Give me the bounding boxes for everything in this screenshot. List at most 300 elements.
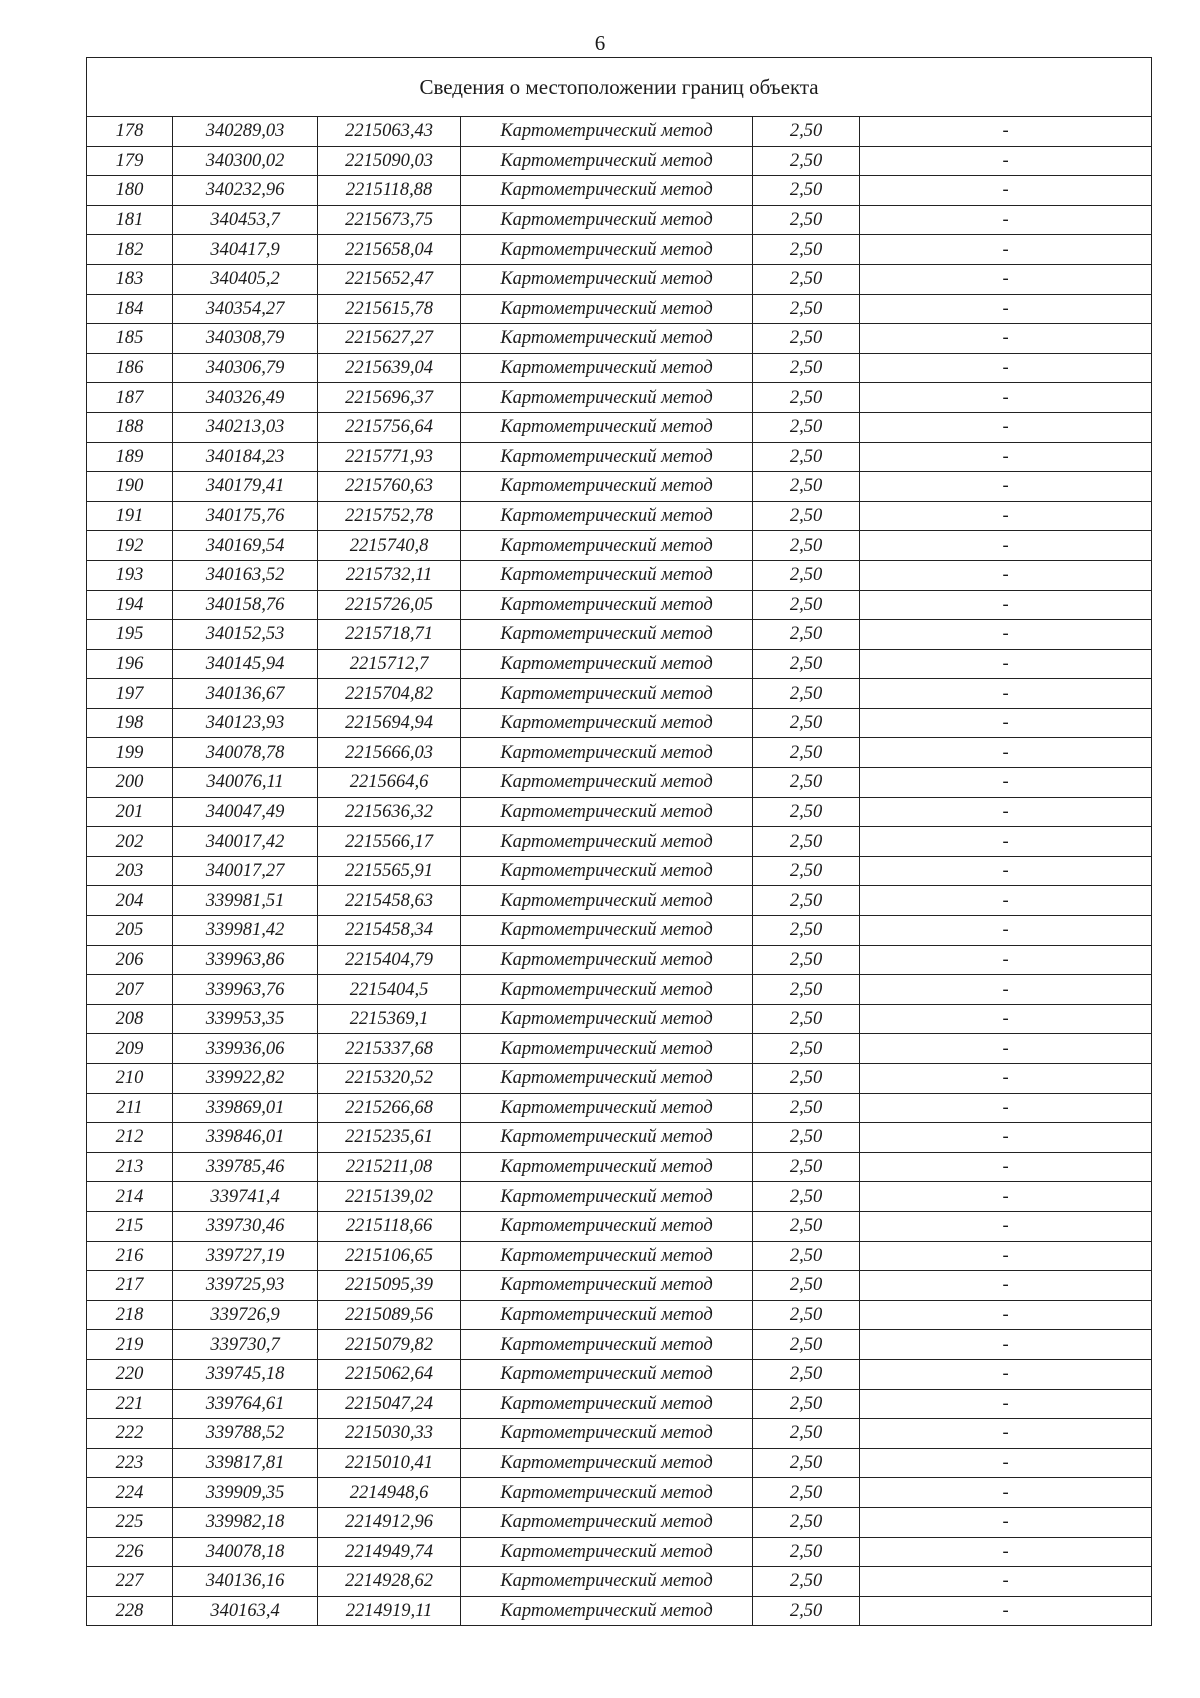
method-cell: Картометрический метод xyxy=(461,916,753,946)
accuracy-cell: 2,50 xyxy=(753,1093,860,1123)
point-number-cell: 205 xyxy=(87,916,173,946)
point-number-cell: 182 xyxy=(87,235,173,265)
y-coordinate-cell: 2215673,75 xyxy=(318,205,461,235)
y-coordinate-cell: 2215095,39 xyxy=(318,1271,461,1301)
note-cell: - xyxy=(860,1330,1152,1360)
y-coordinate-cell: 2215118,66 xyxy=(318,1211,461,1241)
y-coordinate-cell: 2215756,64 xyxy=(318,412,461,442)
point-number-cell: 180 xyxy=(87,176,173,206)
point-number-cell: 206 xyxy=(87,945,173,975)
y-coordinate-cell: 2215694,94 xyxy=(318,708,461,738)
page-number: 6 xyxy=(594,31,606,55)
point-number-cell: 225 xyxy=(87,1507,173,1537)
accuracy-cell: 2,50 xyxy=(753,1478,860,1508)
x-coordinate-cell: 339981,42 xyxy=(173,916,318,946)
x-coordinate-cell: 340289,03 xyxy=(173,117,318,147)
note-cell: - xyxy=(860,531,1152,561)
table-row xyxy=(87,1211,1152,1241)
x-coordinate-cell: 339981,51 xyxy=(173,886,318,916)
note-cell: - xyxy=(860,1537,1152,1567)
point-number-cell: 196 xyxy=(87,649,173,679)
table-row xyxy=(87,1123,1152,1153)
note-cell: - xyxy=(860,1419,1152,1449)
note-cell: - xyxy=(860,442,1152,472)
table-row xyxy=(87,679,1152,709)
note-cell: - xyxy=(860,708,1152,738)
accuracy-cell: 2,50 xyxy=(753,738,860,768)
table-row xyxy=(87,1359,1152,1389)
method-cell: Картометрический метод xyxy=(461,738,753,768)
note-cell: - xyxy=(860,1064,1152,1094)
table-row xyxy=(87,531,1152,561)
y-coordinate-cell: 2214948,6 xyxy=(318,1478,461,1508)
method-cell: Картометрический метод xyxy=(461,1389,753,1419)
x-coordinate-cell: 340136,16 xyxy=(173,1567,318,1597)
point-number-cell: 186 xyxy=(87,353,173,383)
y-coordinate-cell: 2215079,82 xyxy=(318,1330,461,1360)
y-coordinate-cell: 2215666,03 xyxy=(318,738,461,768)
x-coordinate-cell: 340306,79 xyxy=(173,353,318,383)
point-number-cell: 194 xyxy=(87,590,173,620)
note-cell: - xyxy=(860,1448,1152,1478)
x-coordinate-cell: 339764,61 xyxy=(173,1389,318,1419)
x-coordinate-cell: 339909,35 xyxy=(173,1478,318,1508)
method-cell: Картометрический метод xyxy=(461,797,753,827)
method-cell: Картометрический метод xyxy=(461,1359,753,1389)
accuracy-cell: 2,50 xyxy=(753,472,860,502)
note-cell: - xyxy=(860,1241,1152,1271)
y-coordinate-cell: 2214928,62 xyxy=(318,1567,461,1597)
point-number-cell: 192 xyxy=(87,531,173,561)
point-number-cell: 178 xyxy=(87,117,173,147)
method-cell: Картометрический метод xyxy=(461,442,753,472)
note-cell: - xyxy=(860,1389,1152,1419)
x-coordinate-cell: 340179,41 xyxy=(173,472,318,502)
note-cell: - xyxy=(860,590,1152,620)
y-coordinate-cell: 2215696,37 xyxy=(318,383,461,413)
x-coordinate-cell: 339727,19 xyxy=(173,1241,318,1271)
method-cell: Картометрический метод xyxy=(461,1596,753,1626)
note-cell: - xyxy=(860,560,1152,590)
x-coordinate-cell: 340308,79 xyxy=(173,324,318,354)
method-cell: Картометрический метод xyxy=(461,383,753,413)
accuracy-cell: 2,50 xyxy=(753,679,860,709)
point-number-cell: 216 xyxy=(87,1241,173,1271)
method-cell: Картометрический метод xyxy=(461,1478,753,1508)
x-coordinate-cell: 339730,46 xyxy=(173,1211,318,1241)
x-coordinate-cell: 340326,49 xyxy=(173,383,318,413)
point-number-cell: 181 xyxy=(87,205,173,235)
note-cell: - xyxy=(860,176,1152,206)
y-coordinate-cell: 2215658,04 xyxy=(318,235,461,265)
accuracy-cell: 2,50 xyxy=(753,205,860,235)
y-coordinate-cell: 2215118,88 xyxy=(318,176,461,206)
y-coordinate-cell: 2215211,08 xyxy=(318,1152,461,1182)
x-coordinate-cell: 340175,76 xyxy=(173,501,318,531)
accuracy-cell: 2,50 xyxy=(753,649,860,679)
accuracy-cell: 2,50 xyxy=(753,827,860,857)
y-coordinate-cell: 2215010,41 xyxy=(318,1448,461,1478)
x-coordinate-cell: 340453,7 xyxy=(173,205,318,235)
y-coordinate-cell: 2215458,34 xyxy=(318,916,461,946)
note-cell: - xyxy=(860,353,1152,383)
y-coordinate-cell: 2215266,68 xyxy=(318,1093,461,1123)
method-cell: Картометрический метод xyxy=(461,856,753,886)
x-coordinate-cell: 339817,81 xyxy=(173,1448,318,1478)
table-row xyxy=(87,768,1152,798)
accuracy-cell: 2,50 xyxy=(753,975,860,1005)
y-coordinate-cell: 2215726,05 xyxy=(318,590,461,620)
y-coordinate-cell: 2215320,52 xyxy=(318,1064,461,1094)
method-cell: Картометрический метод xyxy=(461,886,753,916)
point-number-cell: 219 xyxy=(87,1330,173,1360)
accuracy-cell: 2,50 xyxy=(753,945,860,975)
note-cell: - xyxy=(860,1507,1152,1537)
accuracy-cell: 2,50 xyxy=(753,1182,860,1212)
y-coordinate-cell: 2215639,04 xyxy=(318,353,461,383)
x-coordinate-cell: 339922,82 xyxy=(173,1064,318,1094)
method-cell: Картометрический метод xyxy=(461,1567,753,1597)
method-cell: Картометрический метод xyxy=(461,1419,753,1449)
table-row xyxy=(87,1507,1152,1537)
note-cell: - xyxy=(860,294,1152,324)
method-cell: Картометрический метод xyxy=(461,324,753,354)
x-coordinate-cell: 340300,02 xyxy=(173,146,318,176)
table-row xyxy=(87,1419,1152,1449)
table-row xyxy=(87,620,1152,650)
note-cell: - xyxy=(860,649,1152,679)
x-coordinate-cell: 340169,54 xyxy=(173,531,318,561)
x-coordinate-cell: 340184,23 xyxy=(173,442,318,472)
point-number-cell: 187 xyxy=(87,383,173,413)
table-row xyxy=(87,1537,1152,1567)
note-cell: - xyxy=(860,886,1152,916)
method-cell: Картометрический метод xyxy=(461,235,753,265)
x-coordinate-cell: 340078,78 xyxy=(173,738,318,768)
table-row xyxy=(87,324,1152,354)
point-number-cell: 195 xyxy=(87,620,173,650)
note-cell: - xyxy=(860,1123,1152,1153)
table-row xyxy=(87,1271,1152,1301)
table-row xyxy=(87,146,1152,176)
accuracy-cell: 2,50 xyxy=(753,1271,860,1301)
x-coordinate-cell: 339741,4 xyxy=(173,1182,318,1212)
table-row xyxy=(87,1182,1152,1212)
table-row xyxy=(87,1596,1152,1626)
x-coordinate-cell: 340136,67 xyxy=(173,679,318,709)
x-coordinate-cell: 339846,01 xyxy=(173,1123,318,1153)
note-cell: - xyxy=(860,205,1152,235)
table-row xyxy=(87,708,1152,738)
y-coordinate-cell: 2215636,32 xyxy=(318,797,461,827)
point-number-cell: 223 xyxy=(87,1448,173,1478)
note-cell: - xyxy=(860,856,1152,886)
x-coordinate-cell: 339953,35 xyxy=(173,1004,318,1034)
table-row xyxy=(87,590,1152,620)
x-coordinate-cell: 339963,86 xyxy=(173,945,318,975)
table-row xyxy=(87,205,1152,235)
method-cell: Картометрический метод xyxy=(461,1034,753,1064)
point-number-cell: 215 xyxy=(87,1211,173,1241)
table-row xyxy=(87,856,1152,886)
table-row xyxy=(87,1004,1152,1034)
accuracy-cell: 2,50 xyxy=(753,768,860,798)
y-coordinate-cell: 2215565,91 xyxy=(318,856,461,886)
table-row xyxy=(87,442,1152,472)
method-cell: Картометрический метод xyxy=(461,531,753,561)
table-row xyxy=(87,176,1152,206)
point-number-cell: 189 xyxy=(87,442,173,472)
point-number-cell: 220 xyxy=(87,1359,173,1389)
y-coordinate-cell: 2215030,33 xyxy=(318,1419,461,1449)
method-cell: Картометрический метод xyxy=(461,1004,753,1034)
method-cell: Картометрический метод xyxy=(461,1300,753,1330)
x-coordinate-cell: 340076,11 xyxy=(173,768,318,798)
point-number-cell: 198 xyxy=(87,708,173,738)
method-cell: Картометрический метод xyxy=(461,472,753,502)
method-cell: Картометрический метод xyxy=(461,353,753,383)
note-cell: - xyxy=(860,1359,1152,1389)
table-row xyxy=(87,412,1152,442)
table-row xyxy=(87,501,1152,531)
method-cell: Картометрический метод xyxy=(461,412,753,442)
note-cell: - xyxy=(860,501,1152,531)
note-cell: - xyxy=(860,472,1152,502)
point-number-cell: 201 xyxy=(87,797,173,827)
table-row xyxy=(87,353,1152,383)
method-cell: Картометрический метод xyxy=(461,590,753,620)
accuracy-cell: 2,50 xyxy=(753,797,860,827)
table-row xyxy=(87,945,1152,975)
point-number-cell: 227 xyxy=(87,1567,173,1597)
table-row xyxy=(87,797,1152,827)
accuracy-cell: 2,50 xyxy=(753,1567,860,1597)
method-cell: Картометрический метод xyxy=(461,294,753,324)
note-cell: - xyxy=(860,1182,1152,1212)
x-coordinate-cell: 339745,18 xyxy=(173,1359,318,1389)
table-row xyxy=(87,1448,1152,1478)
accuracy-cell: 2,50 xyxy=(753,501,860,531)
table-row xyxy=(87,560,1152,590)
point-number-cell: 207 xyxy=(87,975,173,1005)
method-cell: Картометрический метод xyxy=(461,827,753,857)
x-coordinate-cell: 340017,27 xyxy=(173,856,318,886)
table-row xyxy=(87,1241,1152,1271)
accuracy-cell: 2,50 xyxy=(753,1004,860,1034)
accuracy-cell: 2,50 xyxy=(753,264,860,294)
method-cell: Картометрический метод xyxy=(461,264,753,294)
boundary-coordinates-table xyxy=(86,57,1152,1626)
point-number-cell: 184 xyxy=(87,294,173,324)
accuracy-cell: 2,50 xyxy=(753,235,860,265)
y-coordinate-cell: 2215752,78 xyxy=(318,501,461,531)
method-cell: Картометрический метод xyxy=(461,945,753,975)
accuracy-cell: 2,50 xyxy=(753,531,860,561)
note-cell: - xyxy=(860,738,1152,768)
note-cell: - xyxy=(860,1004,1152,1034)
x-coordinate-cell: 340163,52 xyxy=(173,560,318,590)
y-coordinate-cell: 2215063,43 xyxy=(318,117,461,147)
note-cell: - xyxy=(860,768,1152,798)
note-cell: - xyxy=(860,827,1152,857)
y-coordinate-cell: 2215566,17 xyxy=(318,827,461,857)
y-coordinate-cell: 2215106,65 xyxy=(318,1241,461,1271)
accuracy-cell: 2,50 xyxy=(753,620,860,650)
note-cell: - xyxy=(860,117,1152,147)
x-coordinate-cell: 340417,9 xyxy=(173,235,318,265)
accuracy-cell: 2,50 xyxy=(753,324,860,354)
note-cell: - xyxy=(860,975,1152,1005)
y-coordinate-cell: 2215740,8 xyxy=(318,531,461,561)
x-coordinate-cell: 339963,76 xyxy=(173,975,318,1005)
x-coordinate-cell: 339936,06 xyxy=(173,1034,318,1064)
point-number-cell: 200 xyxy=(87,768,173,798)
x-coordinate-cell: 339725,93 xyxy=(173,1271,318,1301)
y-coordinate-cell: 2215718,71 xyxy=(318,620,461,650)
y-coordinate-cell: 2215732,11 xyxy=(318,560,461,590)
method-cell: Картометрический метод xyxy=(461,1241,753,1271)
table-row xyxy=(87,886,1152,916)
accuracy-cell: 2,50 xyxy=(753,383,860,413)
y-coordinate-cell: 2215047,24 xyxy=(318,1389,461,1419)
method-cell: Картометрический метод xyxy=(461,620,753,650)
note-cell: - xyxy=(860,1034,1152,1064)
point-number-cell: 218 xyxy=(87,1300,173,1330)
table-row xyxy=(87,1567,1152,1597)
method-cell: Картометрический метод xyxy=(461,1123,753,1153)
accuracy-cell: 2,50 xyxy=(753,442,860,472)
accuracy-cell: 2,50 xyxy=(753,1419,860,1449)
y-coordinate-cell: 2215771,93 xyxy=(318,442,461,472)
accuracy-cell: 2,50 xyxy=(753,1507,860,1537)
x-coordinate-cell: 339730,7 xyxy=(173,1330,318,1360)
note-cell: - xyxy=(860,1152,1152,1182)
point-number-cell: 197 xyxy=(87,679,173,709)
accuracy-cell: 2,50 xyxy=(753,146,860,176)
note-cell: - xyxy=(860,945,1152,975)
y-coordinate-cell: 2215712,7 xyxy=(318,649,461,679)
y-coordinate-cell: 2215404,5 xyxy=(318,975,461,1005)
accuracy-cell: 2,50 xyxy=(753,1596,860,1626)
accuracy-cell: 2,50 xyxy=(753,1300,860,1330)
method-cell: Картометрический метод xyxy=(461,1182,753,1212)
point-number-cell: 190 xyxy=(87,472,173,502)
table-row xyxy=(87,1300,1152,1330)
table-row xyxy=(87,1093,1152,1123)
y-coordinate-cell: 2214949,74 xyxy=(318,1537,461,1567)
accuracy-cell: 2,50 xyxy=(753,708,860,738)
table-row xyxy=(87,1389,1152,1419)
y-coordinate-cell: 2215664,6 xyxy=(318,768,461,798)
point-number-cell: 221 xyxy=(87,1389,173,1419)
y-coordinate-cell: 2215627,27 xyxy=(318,324,461,354)
table-body xyxy=(87,58,1152,1626)
note-cell: - xyxy=(860,1300,1152,1330)
y-coordinate-cell: 2215337,68 xyxy=(318,1034,461,1064)
method-cell: Картометрический метод xyxy=(461,708,753,738)
x-coordinate-cell: 340123,93 xyxy=(173,708,318,738)
x-coordinate-cell: 340047,49 xyxy=(173,797,318,827)
y-coordinate-cell: 2215139,02 xyxy=(318,1182,461,1212)
accuracy-cell: 2,50 xyxy=(753,1448,860,1478)
accuracy-cell: 2,50 xyxy=(753,1064,860,1094)
table-row xyxy=(87,264,1152,294)
note-cell: - xyxy=(860,412,1152,442)
y-coordinate-cell: 2214919,11 xyxy=(318,1596,461,1626)
x-coordinate-cell: 339788,52 xyxy=(173,1419,318,1449)
point-number-cell: 188 xyxy=(87,412,173,442)
note-cell: - xyxy=(860,383,1152,413)
y-coordinate-cell: 2214912,96 xyxy=(318,1507,461,1537)
note-cell: - xyxy=(860,797,1152,827)
x-coordinate-cell: 340017,42 xyxy=(173,827,318,857)
note-cell: - xyxy=(860,1211,1152,1241)
note-cell: - xyxy=(860,916,1152,946)
accuracy-cell: 2,50 xyxy=(753,353,860,383)
x-coordinate-cell: 339982,18 xyxy=(173,1507,318,1537)
x-coordinate-cell: 340232,96 xyxy=(173,176,318,206)
accuracy-cell: 2,50 xyxy=(753,1359,860,1389)
point-number-cell: 210 xyxy=(87,1064,173,1094)
method-cell: Картометрический метод xyxy=(461,560,753,590)
note-cell: - xyxy=(860,679,1152,709)
table-row xyxy=(87,1330,1152,1360)
x-coordinate-cell: 339785,46 xyxy=(173,1152,318,1182)
x-coordinate-cell: 340354,27 xyxy=(173,294,318,324)
note-cell: - xyxy=(860,1567,1152,1597)
method-cell: Картометрический метод xyxy=(461,1152,753,1182)
table-row xyxy=(87,916,1152,946)
accuracy-cell: 2,50 xyxy=(753,412,860,442)
point-number-cell: 228 xyxy=(87,1596,173,1626)
method-cell: Картометрический метод xyxy=(461,679,753,709)
point-number-cell: 208 xyxy=(87,1004,173,1034)
accuracy-cell: 2,50 xyxy=(753,1034,860,1064)
method-cell: Картометрический метод xyxy=(461,1537,753,1567)
point-number-cell: 224 xyxy=(87,1478,173,1508)
y-coordinate-cell: 2215404,79 xyxy=(318,945,461,975)
accuracy-cell: 2,50 xyxy=(753,1123,860,1153)
y-coordinate-cell: 2215235,61 xyxy=(318,1123,461,1153)
method-cell: Картометрический метод xyxy=(461,1448,753,1478)
point-number-cell: 209 xyxy=(87,1034,173,1064)
y-coordinate-cell: 2215704,82 xyxy=(318,679,461,709)
y-coordinate-cell: 2215652,47 xyxy=(318,264,461,294)
table-row xyxy=(87,1478,1152,1508)
point-number-cell: 226 xyxy=(87,1537,173,1567)
method-cell: Картометрический метод xyxy=(461,768,753,798)
x-coordinate-cell: 340213,03 xyxy=(173,412,318,442)
y-coordinate-cell: 2215458,63 xyxy=(318,886,461,916)
table-title-row xyxy=(87,58,1152,117)
x-coordinate-cell: 340158,76 xyxy=(173,590,318,620)
table-row xyxy=(87,235,1152,265)
table-row xyxy=(87,649,1152,679)
point-number-cell: 191 xyxy=(87,501,173,531)
point-number-cell: 179 xyxy=(87,146,173,176)
x-coordinate-cell: 340405,2 xyxy=(173,264,318,294)
table-row xyxy=(87,827,1152,857)
note-cell: - xyxy=(860,146,1152,176)
y-coordinate-cell: 2215615,78 xyxy=(318,294,461,324)
note-cell: - xyxy=(860,1093,1152,1123)
method-cell: Картометрический метод xyxy=(461,205,753,235)
point-number-cell: 217 xyxy=(87,1271,173,1301)
point-number-cell: 202 xyxy=(87,827,173,857)
method-cell: Картометрический метод xyxy=(461,975,753,1005)
accuracy-cell: 2,50 xyxy=(753,916,860,946)
x-coordinate-cell: 340163,4 xyxy=(173,1596,318,1626)
